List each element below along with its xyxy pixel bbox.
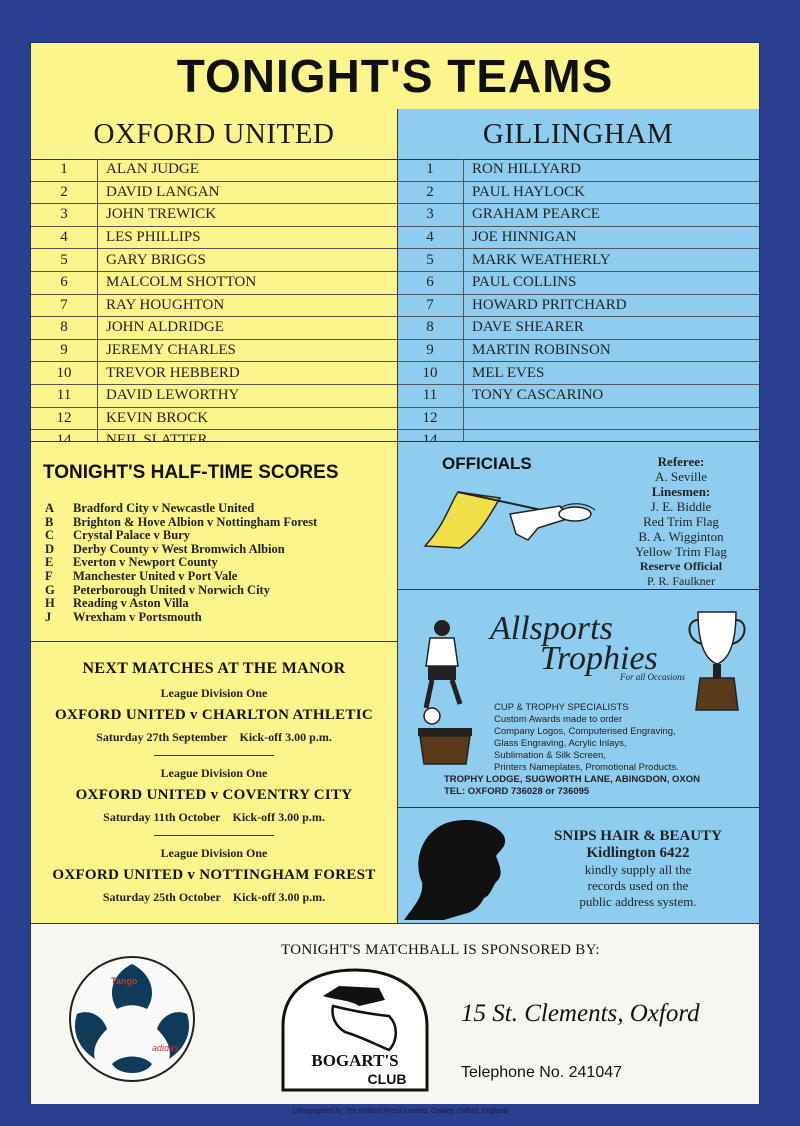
shirt-number: 11	[31, 384, 98, 407]
player-name	[464, 407, 760, 430]
player-name: PAUL COLLINS	[464, 271, 760, 294]
bogarts-logo-line1: BOGART'S	[311, 1051, 399, 1070]
score-match: Bradford City v Newcastle United	[73, 501, 255, 515]
fixture-divider	[154, 835, 274, 836]
roster-row	[397, 362, 759, 385]
player-name: MARTIN ROBINSON	[464, 339, 760, 362]
roster-row	[31, 226, 397, 249]
roster-row	[31, 294, 397, 317]
score-match: Reading v Aston Villa	[73, 596, 189, 611]
score-letter: E	[45, 555, 54, 570]
allsports-contact	[444, 774, 700, 798]
football-icon	[57, 954, 207, 1084]
team-name-gillingham: GILLINGHAM	[397, 109, 759, 160]
reserve-name: P. R. Faulkner	[646, 574, 715, 588]
referee-label: Referee:	[657, 454, 705, 469]
snips-name: SNIPS HAIR & BEAUTY	[554, 828, 722, 844]
allsports-service-3: Glass Engraving, Acrylic Inlays,	[494, 738, 627, 749]
fixture-kickoff: Kick-off 3.00 p.m.	[239, 730, 332, 744]
programme-page	[30, 42, 760, 1104]
spacer	[221, 890, 233, 904]
fixture-kickoff: Kick-off 3.00 p.m.	[232, 810, 325, 824]
halftime-score-row	[45, 502, 395, 516]
player-name: MARK WEATHERLY	[464, 249, 760, 272]
shirt-number: 7	[397, 294, 464, 317]
shirt-number: 1	[31, 159, 98, 181]
snips-ad	[398, 807, 759, 924]
linesman-2-name: B. A. Wigginton	[638, 529, 724, 544]
gillingham-roster	[397, 159, 759, 453]
allsports-tel: TEL: OXFORD 736028 or 736095	[444, 786, 590, 797]
player-name: JOE HINNIGAN	[464, 226, 760, 249]
shirt-number: 1	[397, 159, 464, 181]
player-name: DAVE SHEARER	[464, 317, 760, 340]
score-match: Crystal Palace v Bury	[73, 528, 190, 543]
score-letter: A	[45, 501, 55, 515]
score-letter: J	[45, 609, 52, 624]
shirt-number: 6	[397, 271, 464, 294]
allsports-heading: CUP & TROPHY SPECIALISTS	[494, 702, 629, 713]
score-letter: F	[45, 568, 53, 583]
shirt-number: 12	[397, 407, 464, 430]
next-matches-section	[31, 641, 397, 924]
fixture-date: Saturday 25th October	[102, 890, 221, 904]
spacer	[228, 730, 240, 744]
ball-fifa-text: FIFA	[79, 1035, 96, 1044]
snips-line-2: records used on the	[587, 878, 689, 893]
halftime-score-row	[45, 543, 395, 557]
score-match: Derby County v West Bromwich Albion	[73, 541, 285, 556]
shirt-number: 11	[397, 384, 464, 407]
roster-row	[31, 159, 397, 181]
player-name: RAY HOUGHTON	[98, 294, 398, 317]
snips-line-1: kindly supply all the	[584, 862, 692, 877]
sponsor-telephone: Telephone No. 241047	[461, 1064, 623, 1081]
trophy-cup-icon	[684, 606, 750, 716]
linesman-2-flag: Yellow Trim Flag	[635, 544, 727, 559]
player-name: MEL EVES	[464, 362, 760, 385]
roster-row	[31, 249, 397, 272]
halftime-score-row	[45, 570, 395, 584]
player-name: PAUL HAYLOCK	[464, 181, 760, 204]
allsports-address: TROPHY LODGE, SUGWORTH LANE, ABINGDON, OXON	[444, 774, 700, 785]
player-name: GRAHAM PEARCE	[464, 204, 760, 227]
player-name: TONY CASCARINO	[464, 384, 760, 407]
shirt-number: 6	[31, 271, 98, 294]
score-letter: C	[45, 528, 55, 543]
shirt-number: 2	[31, 181, 98, 204]
shirt-number: 9	[31, 339, 98, 362]
fixture-date: Saturday 27th September	[96, 730, 228, 744]
officials-title: OFFICIALS	[442, 454, 532, 473]
fixture-block	[31, 686, 397, 745]
score-letter: G	[45, 582, 55, 597]
shirt-number: 3	[31, 204, 98, 227]
halftime-title: TONIGHT'S HALF-TIME SCORES	[43, 462, 339, 483]
fixture-block	[31, 755, 397, 825]
player-name: MALCOLM SHOTTON	[98, 271, 398, 294]
shirt-number: 2	[397, 181, 464, 204]
halftime-score-row	[45, 584, 395, 598]
officials-section	[398, 441, 759, 590]
score-match: Brighton & Hove Albion v Nottingham Forest	[73, 514, 318, 529]
shirt-number: 7	[31, 294, 98, 317]
shirt-number: 5	[397, 249, 464, 272]
roster-row	[31, 384, 397, 407]
ball-maker-text: adidas	[152, 1043, 179, 1053]
player-name: JEREMY CHARLES	[98, 339, 398, 362]
referee-name: A. Seville	[655, 469, 707, 484]
halftime-score-row	[45, 611, 395, 625]
roster-row	[31, 204, 397, 227]
fixture-when	[31, 890, 397, 905]
fixture-block	[31, 835, 397, 905]
roster-row	[31, 339, 397, 362]
allsports-logo-line1: Allsports	[490, 610, 613, 647]
allsports-logo-line2: Trophies	[540, 640, 658, 677]
fixture-date: Saturday 11th October	[103, 810, 221, 824]
halftime-score-row	[45, 516, 395, 530]
fixture-teams: OXFORD UNITED v NOTTINGHAM FOREST	[52, 867, 376, 883]
sponsor-address: 15 St. Clements, Oxford	[461, 1000, 700, 1027]
fixture-when	[31, 810, 397, 825]
score-match: Wrexham v Portsmouth	[73, 609, 202, 624]
footballer-trophy-icon	[412, 616, 482, 766]
player-name: HOWARD PRITCHARD	[464, 294, 760, 317]
roster-row	[31, 317, 397, 340]
ball-brand-text: Tango	[111, 976, 138, 986]
flag-and-whistle-icon	[420, 484, 610, 554]
score-match: Peterborough United v Norwich City	[73, 582, 270, 597]
roster-row	[397, 226, 759, 249]
page-title: TONIGHT'S TEAMS	[31, 43, 759, 110]
allsports-service-1: Custom Awards made to order	[494, 714, 623, 725]
score-match: Everton v Newport County	[73, 555, 218, 570]
silhouette-head-icon	[404, 816, 514, 920]
roster-row	[31, 181, 397, 204]
snips-text	[518, 828, 758, 910]
roster-row	[31, 407, 397, 430]
linesman-1-name: J. E. Biddle	[650, 499, 712, 514]
roster-row	[397, 384, 759, 407]
shirt-number: 10	[31, 362, 98, 385]
fixture-division: League Division One	[160, 766, 268, 780]
snips-line-3: public address system.	[579, 894, 697, 909]
spacer	[221, 810, 233, 824]
oxford-roster	[31, 159, 397, 453]
score-letter: H	[45, 596, 55, 611]
player-name: DAVID LANGAN	[98, 181, 398, 204]
player-name: LES PHILLIPS	[98, 226, 398, 249]
allsports-logo	[490, 610, 658, 677]
shirt-number: 8	[397, 317, 464, 340]
linesman-1-flag: Red Trim Flag	[643, 514, 719, 529]
bogarts-logo-line2: CLUB	[367, 1071, 407, 1087]
score-letter: D	[45, 541, 55, 556]
fixture-kickoff: Kick-off 3.00 p.m.	[232, 890, 326, 904]
roster-row	[397, 294, 759, 317]
roster-row	[397, 181, 759, 204]
fixture-division: League Division One	[160, 686, 268, 700]
roster-row	[397, 339, 759, 362]
score-match: Manchester United v Port Vale	[73, 568, 238, 583]
halftime-score-row	[45, 529, 395, 543]
officials-list	[606, 454, 756, 589]
team-divider	[397, 109, 398, 441]
shirt-number: 8	[31, 317, 98, 340]
next-matches-title: NEXT MATCHES AT THE MANOR	[82, 660, 346, 677]
roster-row	[31, 271, 397, 294]
matchball-section	[31, 923, 759, 1104]
score-letter: B	[45, 514, 54, 529]
snips-phone: Kidlington 6422	[586, 845, 690, 861]
shirt-number: 3	[397, 204, 464, 227]
halftime-score-row	[45, 597, 395, 611]
player-name: KEVIN BROCK	[98, 407, 398, 430]
roster-row	[397, 271, 759, 294]
player-name: JOHN ALDRIDGE	[98, 317, 398, 340]
fixture-division: League Division One	[160, 846, 268, 860]
roster-row	[397, 249, 759, 272]
linesmen-label: Linesmen:	[651, 484, 711, 499]
roster-row	[31, 362, 397, 385]
allsports-tagline: For all Occasions	[620, 672, 685, 682]
player-name: TREVOR HEBBERD	[98, 362, 398, 385]
shirt-number: 9	[397, 339, 464, 362]
fixture-when	[31, 730, 397, 745]
allsports-ad	[398, 589, 759, 808]
printer-credit: Lithographed by The Nuffield Press Limited, Cowley, Oxford, England	[292, 1108, 508, 1115]
fixture-teams: OXFORD UNITED v CHARLTON ATHLETIC	[54, 707, 373, 723]
team-name-oxford: OXFORD UNITED	[31, 109, 397, 160]
halftime-section	[31, 441, 397, 642]
allsports-service-2: Company Logos, Computerised Engraving,	[494, 726, 676, 737]
player-name: JOHN TREWICK	[98, 204, 398, 227]
roster-row	[397, 159, 759, 181]
shirt-number: 5	[31, 249, 98, 272]
shirt-number: 4	[397, 226, 464, 249]
matchball-heading: TONIGHT'S MATCHBALL IS SPONSORED BY:	[281, 942, 600, 958]
player-name: RON HILLYARD	[464, 159, 760, 181]
player-name: GARY BRIGGS	[98, 249, 398, 272]
shirt-number: 4	[31, 226, 98, 249]
shirt-number: 12	[31, 407, 98, 430]
reserve-label: Reserve Official	[639, 559, 723, 573]
fixture-teams: OXFORD UNITED v COVENTRY CITY	[75, 787, 353, 803]
allsports-service-4: Sublimation & Silk Screen,	[494, 750, 606, 761]
allsports-service-5: Printers Nameplates, Promotional Products.	[494, 762, 679, 773]
bogarts-club-logo	[279, 966, 431, 1094]
roster-row	[397, 407, 759, 430]
shirt-number: 10	[397, 362, 464, 385]
roster-row	[397, 317, 759, 340]
fixture-divider	[154, 755, 274, 756]
roster-row	[397, 204, 759, 227]
halftime-scores-list	[45, 502, 395, 624]
player-name: DAVID LEWORTHY	[98, 384, 398, 407]
next-matches-list	[31, 682, 397, 905]
halftime-score-row	[45, 556, 395, 570]
player-name: ALAN JUDGE	[98, 159, 398, 181]
allsports-services	[494, 702, 744, 774]
